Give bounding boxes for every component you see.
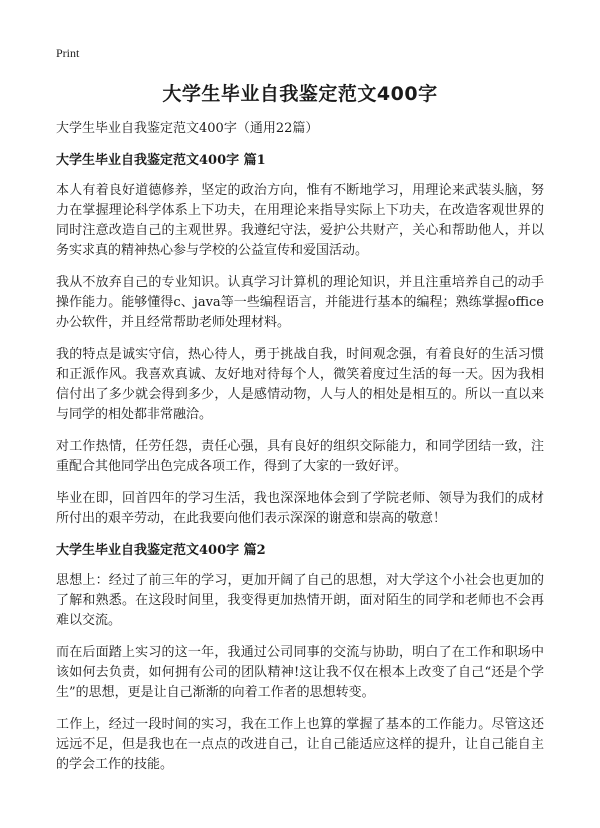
section-heading: 大学生毕业自我鉴定范文400字 篇2 [56,543,266,558]
document-subtitle: 大学生毕业自我鉴定范文400字（通用22篇） [56,121,319,136]
paragraph: 对工作热情，任劳任怨，责任心强，具有良好的组织交际能力，和同学团结一致，注重配合其他同学出色完成各项工作，得到了大家的一致好评。 [56,439,544,474]
section-1 [56,151,544,529]
paragraph: 我从不放弃自己的专业知识。认真学习计算机的理论知识，并且注重培养自己的动手操作能力。能够懂得c、java等一些编程语言，并能进行基本的编程；熟练掌握office 办公软件，并且经常帮助老师处理材料。 [56,275,544,330]
paragraph: 思想上：经过了前三年的学习，更加开阔了自己的思想，对大学这个小社会也更加的了解和熟悉。在这段时间里，我变得更加热情开朗，面对陌生的同学和老师也不会再难以交流。 [56,573,544,628]
paragraph: 我的特点是诚实守信，热心待人，勇于挑战自我，时间观念强，有着良好的生活习惯和正派作风。我喜欢真诚、友好地对待每个人，微笑着度过生活的每一天。因为我相信付出了多少就会得到多少，人是感情动物，人与人的相处是相互的。所以一直以来与同学的相处都非常融洽。 [56,347,544,422]
paragraph: 而在后面踏上实习的这一年，我通过公司同事的交流与协助，明白了在工作和职场中该如何去负责，如何拥有公司的团队精神!这让我不仅在根本上改变了自己“还是个学生”的思想，更是让自己渐渐的向着工作者的思想转变。 [56,645,544,700]
section-2 [56,541,544,775]
print-link[interactable]: Print [56,46,80,60]
section-heading: 大学生毕业自我鉴定范文400字 篇1 [56,153,266,168]
paragraph: 毕业在即，回首四年的学习生活，我也深深地体会到了学院老师、领导为我们的成材所付出的艰辛劳动，在此我要向他们表示深深的谢意和崇高的敬意！ [56,491,544,526]
paragraph: 本人有着良好道德修养，坚定的政治方向，惟有不断地学习，用理论来武装头脑，努力在掌握理论科学体系上下功夫，在用理论来指导实际上下功夫，在改造客观世界的同时注意改造自己的主观世界。我遵纪守法，爱护公共财产，关心和帮助他人，并以务实求真的精神热心参与学校的公益宣传和爱国活动。 [56,183,544,258]
paragraph: 工作上，经过一段时间的实习，我在工作上也算的掌握了基本的工作能力。尽管这还远远不足，但是我也在一点点的改进自己，让自己能适应这样的提升，让自己能自主的学会工作的技能。 [56,717,544,772]
page-title: 大学生毕业自我鉴定范文400字 [162,83,438,105]
